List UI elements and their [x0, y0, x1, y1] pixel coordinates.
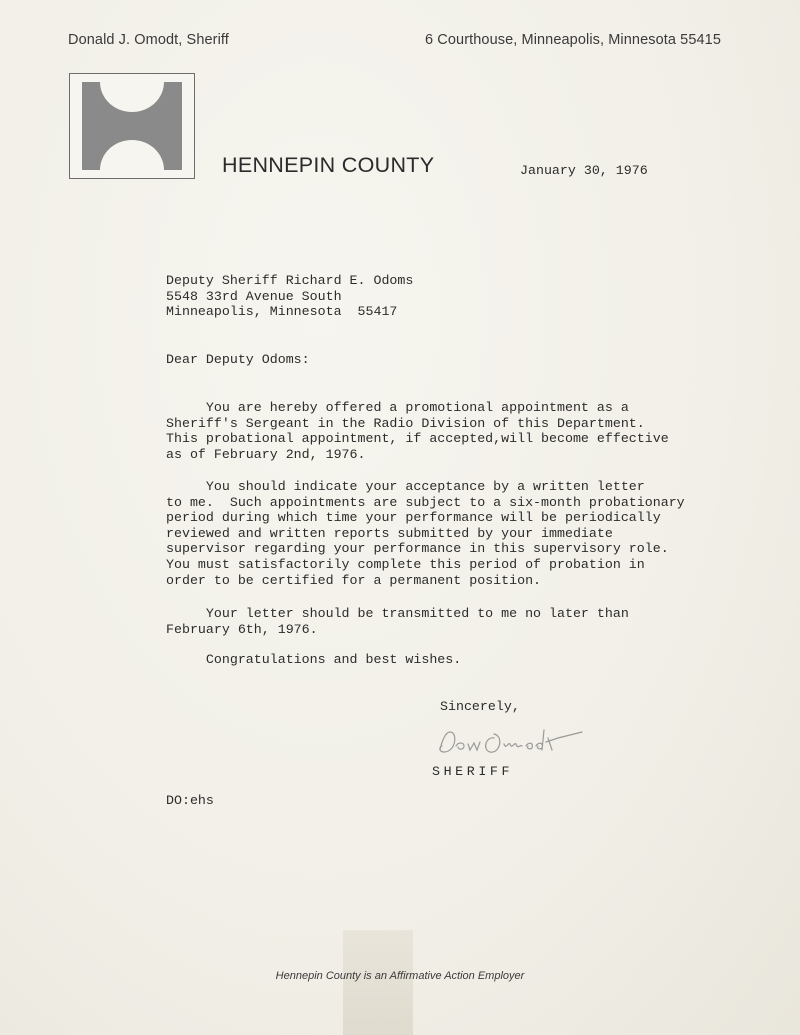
handwritten-signature	[432, 722, 592, 762]
reference-initials: DO:ehs	[166, 793, 214, 808]
closing: Sincerely,	[440, 699, 520, 714]
office-address: 6 Courthouse, Minneapolis, Minnesota 55415	[425, 32, 721, 48]
sheriff-name: Donald J. Omodt, Sheriff	[68, 32, 229, 48]
body-paragraph: You are hereby offered a promotional appointment as a Sheriff's Sergeant in the Radio Division of this Department. This probational appointment, if accepted,will become effective as of February 2nd, 1976.	[166, 400, 669, 462]
signer-title: SHERIFF	[432, 764, 514, 779]
county-logo	[69, 73, 195, 179]
county-h-logo-icon	[70, 74, 194, 178]
tape-mark	[343, 930, 413, 1035]
county-name: HENNEPIN COUNTY	[222, 153, 435, 177]
recipient-address	[166, 273, 413, 320]
recipient-line: 5548 33rd Avenue South	[166, 288, 342, 304]
body-paragraph: Congratulations and best wishes.	[166, 652, 462, 667]
body-paragraph: Your letter should be transmitted to me no later than February 6th, 1976.	[166, 606, 629, 637]
salutation: Dear Deputy Odoms:	[166, 352, 310, 367]
body-paragraph: You should indicate your acceptance by a written letter to me. Such appointments are subject to a six-month probationary period during which time your performance will be periodically reviewed and written reports submitted by your immediate supervisor regarding your performance in this supervisory role. You must satisfactorily complete this period of probation in order to be certified for a permanent position.	[166, 479, 685, 588]
recipient-line: Minneapolis, Minnesota 55417	[166, 304, 398, 320]
letter-date: January 30, 1976	[520, 163, 648, 178]
recipient-line: Deputy Sheriff Richard E. Odoms	[166, 273, 414, 288]
footer-text: Hennepin County is an Affirmative Action Employer	[275, 970, 525, 982]
